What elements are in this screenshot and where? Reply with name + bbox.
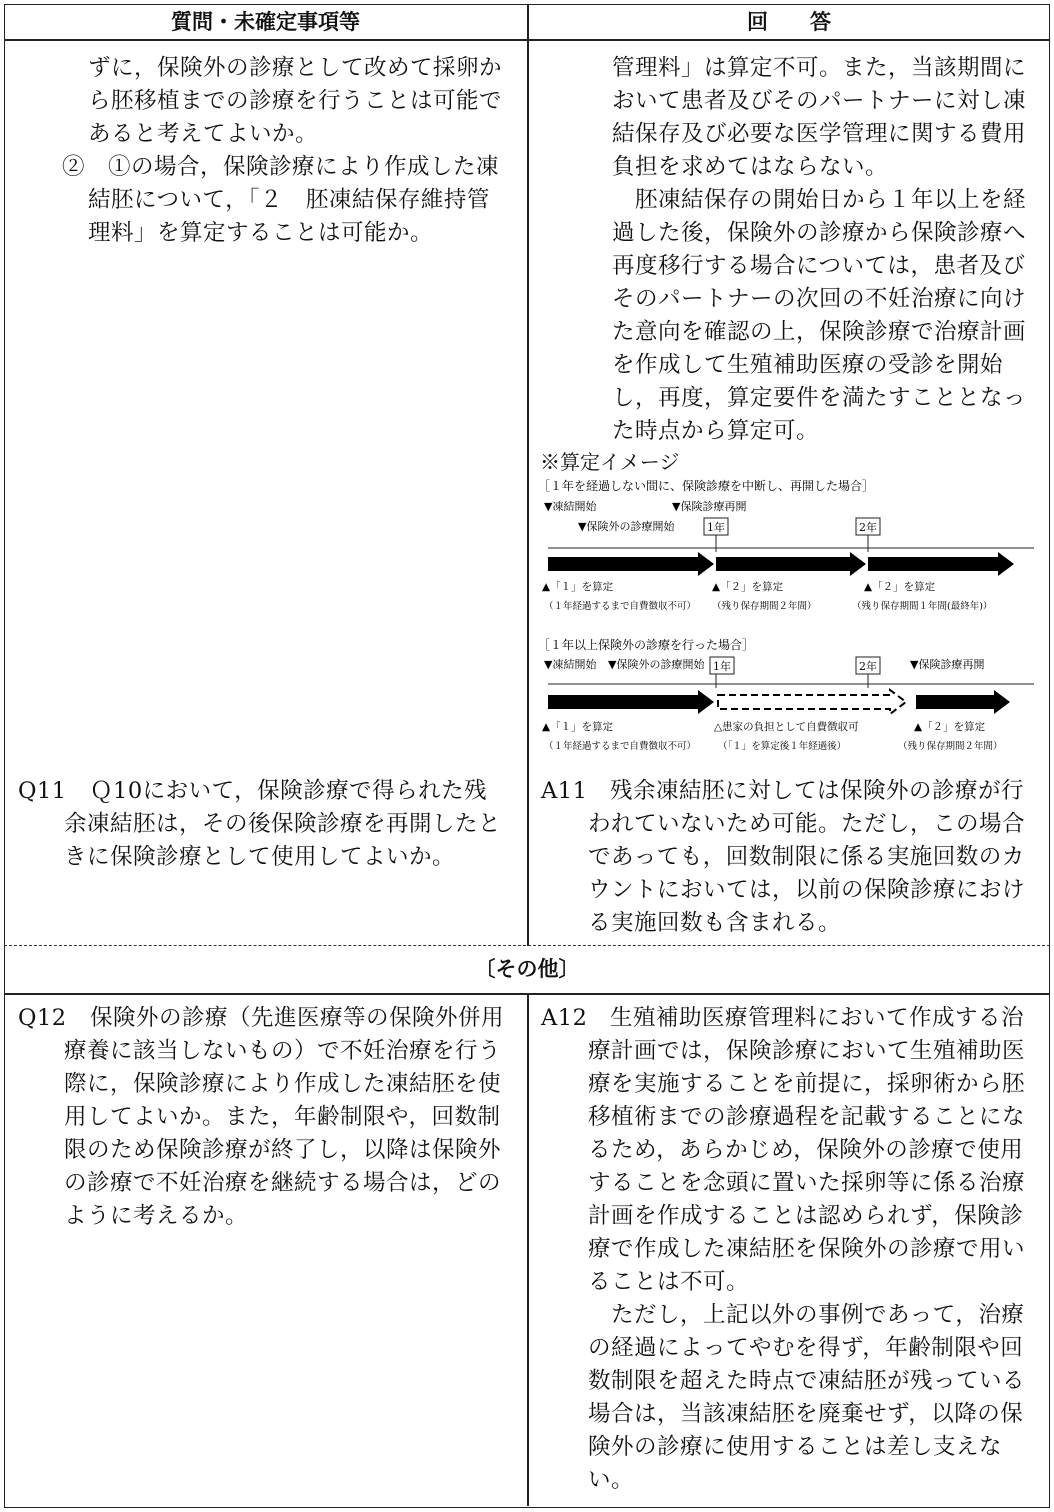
- q12-line: 用してよいか。また，年齢制限や，回数制: [64, 1104, 501, 1130]
- case1-marker-freeze: ▼凍結開始: [544, 500, 597, 513]
- a12-line: の経過によってやむを得ず，年齢制限や回: [588, 1335, 1024, 1361]
- case2-note2: （「１」を算定後１年経過後）: [718, 741, 847, 752]
- a12-line: 生殖補助医療管理料において作成する治: [610, 1005, 1025, 1031]
- column-divider-top: [527, 4, 529, 946]
- section-divider: [4, 993, 1050, 995]
- a12-line: 療計画では，保険診療において生殖補助医: [588, 1038, 1026, 1064]
- header-answer: 回 答: [747, 10, 831, 34]
- a12-line: るため，あらかじめ，保険外の診療で使用: [588, 1137, 1024, 1163]
- header-question: 質問・未確定事項等: [171, 10, 360, 34]
- q10-line: ずに，保険外の診療として改めて採卵か: [88, 55, 503, 81]
- column-divider-bottom: [527, 994, 529, 1506]
- case1-label2: ▲「２」を算定: [712, 581, 784, 593]
- case2-bar-dashed: [718, 690, 906, 714]
- case1-note2: （残り保存期間２年間）: [712, 601, 817, 612]
- case1-caption: ［１年を経過しない間に、保険診療を中断し、再開した場合］: [538, 479, 875, 493]
- case1-label3: ▲「２」を算定: [864, 581, 936, 593]
- case1-marker-outside: ▼保険外の診療開始: [578, 520, 675, 533]
- a10-line: 過した後，保険外の診療から保険診療へ: [612, 220, 1027, 246]
- a10-line: た意向を確認の上，保険診療で治療計画: [612, 319, 1027, 345]
- a12-line: 険外の診療に使用することは差し支えな: [588, 1434, 1003, 1460]
- q10-line: ② ①の場合，保険診療により作成した凍: [62, 154, 500, 180]
- a12-line: 移植術までの診療過程を記載することにな: [588, 1104, 1026, 1130]
- case1-year2: 2年: [859, 521, 877, 534]
- case2-marker-resume: ▼保険診療再開: [910, 658, 985, 671]
- a12-number: A12: [541, 1005, 588, 1031]
- a11-line: われていないため可能。ただし，この場合: [588, 811, 1026, 837]
- case1-year1: 1年: [707, 521, 725, 534]
- a12-line: ただし，上記以外の事例であって，治療: [588, 1302, 1025, 1328]
- a12-line: 数制限を超えた時点で凍結胚が残っている: [588, 1368, 1026, 1394]
- case1-note3: （残り保存期間１年間(最終年)）: [852, 601, 993, 612]
- a10-line: 胚凍結保存の開始日から１年以上を経: [612, 187, 1027, 213]
- a10-line: し，再度，算定要件を満たすこととなっ: [612, 385, 1027, 411]
- q12-line: ように考えるか。: [64, 1203, 249, 1229]
- q12-line: 療養に該当しないもの）で不妊治療を行う: [64, 1038, 502, 1064]
- a10-line: 再度移行する場合については，患者及び: [612, 253, 1026, 279]
- dashed-separator: [4, 945, 1050, 946]
- q12-number: Q12: [18, 1005, 67, 1031]
- case2-year2: 2年: [859, 660, 877, 673]
- case2-label2: △患家の負担として自費徴収可: [714, 721, 859, 733]
- a10-line: 管理料」は算定不可。また，当該期間に: [612, 55, 1027, 81]
- case2-marker-freeze: ▼凍結開始: [544, 658, 597, 671]
- calculation-diagram: [538, 472, 1038, 762]
- case2-year1: 1年: [713, 660, 731, 673]
- a12-line: 療で作成した凍結胚を保険外の診療で用い: [588, 1236, 1026, 1262]
- case2-caption: ［１年以上保険外の診療を行った場合］: [538, 638, 755, 652]
- a12-line: することを念頭に置いた採卵等に係る治療: [588, 1170, 1026, 1196]
- a12-line: ることは不可。: [588, 1269, 750, 1295]
- a12-line: 療を実施することを前提に，採卵術から胚: [588, 1071, 1026, 1097]
- a10-line: た時点から算定可。: [612, 418, 820, 444]
- case2-bar-3: [916, 690, 1010, 714]
- q11-number: Q11: [18, 778, 67, 804]
- q12-line: の診療で不妊治療を継続する場合は，どの: [64, 1170, 502, 1196]
- q11-line: Ｑ10において，保険診療で得られた残: [90, 778, 488, 804]
- case1-bar-2: [716, 552, 866, 576]
- case2-label1: ▲「１」を算定: [542, 721, 614, 733]
- case2-note1: （１年経過するまで自費徴収不可）: [544, 741, 697, 752]
- a12-line: 計画を作成することは認められず，保険診: [588, 1203, 1024, 1229]
- a10-line: 結保存及び必要な医学管理に関する費用: [612, 121, 1027, 147]
- case1-bar-1: [548, 552, 714, 576]
- diagram-title: ※算定イメージ: [540, 450, 680, 474]
- q12-line: 保険外の診療（先進医療等の保険外併用: [90, 1005, 505, 1031]
- q10-line: あると考えてよいか。: [88, 121, 319, 147]
- a10-line: を作成して生殖補助医療の受診を開始: [612, 352, 1004, 378]
- case2-bar-1: [548, 690, 714, 714]
- a11-number: A11: [541, 778, 588, 804]
- case1-label1: ▲「１」を算定: [542, 581, 614, 593]
- case1-bar-3: [868, 552, 1014, 576]
- a10-line: 負担を求めてはならない。: [612, 154, 889, 180]
- a11-line: であっても，回数制限に係る実施回数のカ: [588, 844, 1025, 870]
- a10-line: おいて患者及びそのパートナーに対し凍: [612, 88, 1027, 114]
- q12-line: 限のため保険診療が終了し，以降は保険外: [64, 1137, 502, 1163]
- q10-line: ら胚移植までの診療を行うことは可能で: [88, 88, 503, 114]
- q12-line: 際に，保険診療により作成した凍結胚を使: [64, 1071, 502, 1097]
- case1-note1: （１年経過するまで自費徴収不可）: [544, 601, 697, 612]
- a12-line: い。: [588, 1467, 635, 1493]
- a12-line: 場合は，当該凍結胚を廃棄せず，以降の保: [588, 1401, 1024, 1427]
- a10-line: そのパートナーの次回の不妊治療に向け: [612, 286, 1027, 312]
- case1-marker-resume: ▼保険診療再開: [672, 500, 747, 513]
- a11-line: 残余凍結胚に対しては保険外の診療が行: [610, 778, 1025, 804]
- case2-marker-outside: ▼保険外の診療開始: [608, 658, 705, 671]
- case2-label3: ▲「２」を算定: [914, 721, 986, 733]
- q11-line: 余凍結胚は，その後保険診療を再開したと: [64, 811, 502, 837]
- q10-line: 理料」を算定することは可能か。: [88, 220, 434, 246]
- q11-line: きに保険診療として使用してよいか。: [64, 844, 456, 870]
- a11-line: る実施回数も含まれる。: [588, 910, 842, 936]
- a11-line: ウントにおいては，以前の保険診療におけ: [588, 877, 1026, 903]
- q10-line: 結胚について，「２ 胚凍結保存維持管: [88, 187, 490, 213]
- case2-note3: （残り保存期間２年間）: [898, 741, 1003, 752]
- section-other: 〔その他〕: [474, 957, 580, 981]
